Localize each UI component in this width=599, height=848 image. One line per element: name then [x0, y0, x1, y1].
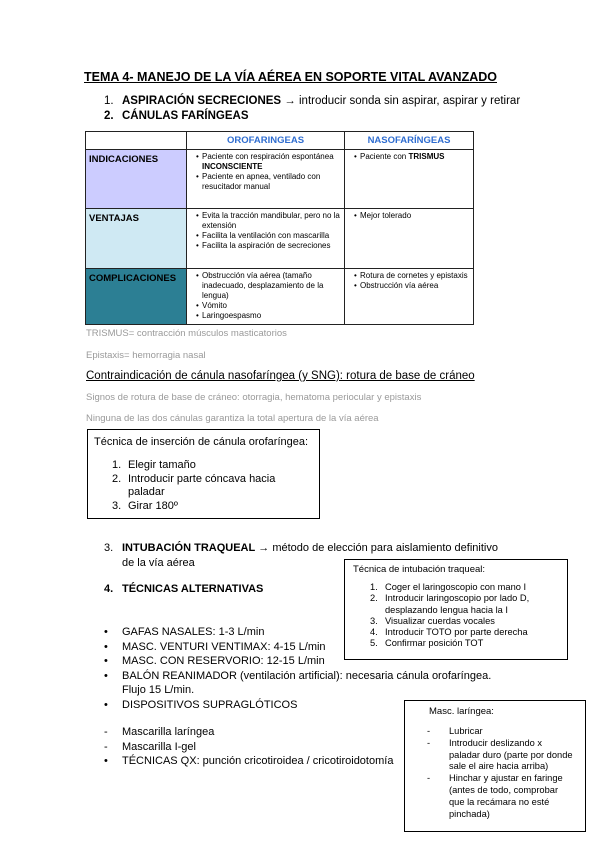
- list-item: • Laringoespasmo: [196, 311, 341, 321]
- alternative-techniques-list: [104, 625, 491, 712]
- section-canulas: [104, 110, 249, 122]
- step-item: [370, 605, 529, 616]
- step-text: Elegir tamaño: [128, 459, 196, 471]
- box-laryngeal-mask: [404, 700, 586, 832]
- list-item-text: (antes de todo, comprobar: [449, 784, 559, 795]
- supraglottic-list: [104, 725, 393, 769]
- cell-naso-ventajas: [345, 209, 474, 269]
- row-label-complicaciones: COMPLICACIONES: [86, 269, 187, 325]
- box-oro-technique: [87, 429, 320, 519]
- list-item: [354, 152, 470, 162]
- list-item: • Vómito: [196, 301, 341, 311]
- list-item: [104, 640, 491, 655]
- list-item-text: que la recámara no esté: [449, 796, 550, 807]
- section-number: 3.: [104, 542, 114, 554]
- list-item: • Rotura de cornetes y epistaxis: [354, 271, 470, 281]
- list-item: • Facilita la aspiración de secreciones: [196, 241, 341, 251]
- section-heading: INTUBACIÓN TRAQUEAL: [122, 542, 256, 554]
- list-item-text: sale el aire hacia arriba): [449, 761, 549, 772]
- list-item: [104, 654, 491, 669]
- box-title: Masc. laríngea:: [429, 706, 494, 717]
- list-item-emphasis: INCONSCIENTE: [202, 162, 263, 171]
- section-number: 4.: [104, 583, 114, 595]
- list-item: [427, 750, 573, 762]
- note-trismus: TRISMUS= contracción músculos masticatorios: [86, 328, 287, 339]
- list-item: [104, 740, 393, 755]
- list-item: • Obstrucción vía aérea (tamaño inadecuado, desplazamiento de la lengua): [196, 271, 341, 301]
- step-item: [112, 459, 275, 473]
- list-item-text: MASC. VENTURI VENTIMAX: 4-15 L/min: [122, 640, 326, 653]
- list-item-text: Hinchar y ajustar en faringe: [449, 773, 563, 784]
- note-none-guarantee: Ninguna de las dos cánulas garantiza la total apertura de la vía aérea: [86, 413, 379, 424]
- section-text: → método de elección para aislamiento definitivo: [255, 542, 498, 554]
- step-text: desplazando lengua hacia la I: [385, 604, 509, 615]
- list-item-text: Mascarilla I-gel: [122, 740, 196, 753]
- section-tecnicas-alternativas: [104, 583, 263, 595]
- list-item-text: paladar duro (parte por donde: [449, 749, 573, 760]
- list-item: [104, 683, 491, 698]
- page-title: TEMA 4- MANEJO DE LA VÍA AÉREA EN SOPORTE VITAL AVANZADO: [84, 70, 497, 84]
- list-item: [427, 809, 573, 821]
- note-signs: Signos de rotura de base de cráneo: otorragia, hematoma periocular y epistaxis: [86, 392, 422, 403]
- list-item-text: Lubricar: [449, 726, 483, 736]
- bullet-glyph: •: [104, 698, 108, 711]
- step-number: 3.: [112, 499, 122, 512]
- list-item: [104, 625, 491, 640]
- note-contraindication: Contraindicación de cánula nasofaríngea (y SNG): rotura de base de cráneo: [86, 370, 475, 382]
- step-text: Introducir parte cóncava hacia: [128, 472, 276, 485]
- list-item-text: MASC. CON RESERVORIO: 12-15 L/min: [122, 655, 325, 667]
- step-number: 1.: [112, 459, 122, 471]
- list-item: [104, 725, 393, 740]
- step-number: 2.: [370, 593, 378, 604]
- table-header-nasofaringeas: NASOFARÍNGEAS: [345, 132, 474, 150]
- dash-glyph: -: [104, 726, 108, 738]
- dash-glyph: -: [427, 726, 431, 736]
- note-epistaxis: Epistaxis= hemorragia nasal: [86, 350, 206, 361]
- step-number: 2.: [112, 472, 122, 485]
- step-item: [370, 593, 529, 604]
- list-item: • Mejor tolerado: [354, 211, 470, 221]
- section-heading: TÉCNICAS ALTERNATIVAS: [122, 583, 264, 595]
- step-number: 3.: [370, 615, 378, 626]
- section-heading: ASPIRACIÓN SECRECIONES: [122, 95, 282, 107]
- list-item: [427, 738, 573, 750]
- box-steps: [112, 459, 275, 513]
- table-row: [86, 269, 474, 325]
- list-item: • Obstrucción vía aérea: [354, 281, 470, 291]
- step-text: Confirmar posición TOT: [385, 638, 484, 649]
- list-item: [104, 754, 393, 769]
- list-item-text: GAFAS NASALES: 1-3 L/min: [122, 626, 265, 638]
- cell-oro-ventajas: [187, 209, 345, 269]
- step-item: [112, 486, 275, 500]
- list-item: [427, 785, 573, 797]
- bullet-glyph: •: [104, 669, 108, 682]
- step-text: Visualizar cuerdas vocales: [385, 615, 495, 626]
- table-header-row: [86, 132, 474, 150]
- section-intubacion-line2: de la vía aérea: [122, 557, 195, 569]
- list-item: • Facilita la ventilación con mascarilla: [196, 231, 341, 241]
- list-item: [104, 669, 491, 684]
- bullet-glyph: •: [104, 640, 108, 653]
- step-text: paladar: [128, 486, 165, 498]
- list-item: • Paciente en apnea, ventilado con resucitador manual: [196, 172, 341, 192]
- row-label-ventajas: VENTAJAS: [86, 209, 187, 269]
- list-item-text: DISPOSITIVOS SUPRAGLÓTICOS: [122, 698, 298, 711]
- list-item: • Evita la tracción mandibular, pero no la extensión: [196, 211, 341, 231]
- canulas-comparison-table: [85, 131, 474, 325]
- section-number: 2.: [104, 110, 114, 122]
- list-item: • Paciente con respiración espontánea: [196, 152, 341, 162]
- cell-naso-indicaciones: [345, 150, 474, 209]
- step-text: Girar 180º: [128, 499, 178, 512]
- table-row: [86, 150, 474, 209]
- step-item: [112, 500, 275, 514]
- step-item: [112, 473, 275, 487]
- table-header-empty: [86, 132, 187, 150]
- list-item-text: Paciente con: [360, 152, 409, 161]
- step-text: Introducir TOTO por parte derecha: [385, 627, 528, 638]
- section-heading: CÁNULAS FARÍNGEAS: [122, 110, 249, 122]
- list-item-text: TÉCNICAS QX: punción cricotiroidea / cricotiroidotomía: [122, 755, 394, 767]
- box-title: Técnica de inserción de cánula orofaríngea:: [94, 436, 309, 448]
- list-item-emphasis: TRISMUS: [408, 152, 445, 161]
- list-item-text: pinchada): [449, 808, 490, 819]
- dash-glyph: -: [427, 773, 431, 784]
- box-lines: [427, 726, 573, 820]
- step-text: Introducir laringoscopio por lado D,: [385, 593, 530, 604]
- bullet-glyph: •: [104, 626, 108, 638]
- list-item-text: Introducir deslizando x: [449, 737, 543, 748]
- dash-glyph: -: [427, 737, 431, 748]
- list-item: [427, 726, 573, 738]
- step-item: [370, 582, 529, 593]
- step-number: 5.: [370, 638, 378, 649]
- table-header-orofaringeas: OROFARINGEAS: [187, 132, 345, 150]
- list-item: [427, 761, 573, 773]
- cell-naso-complicaciones: [345, 269, 474, 325]
- section-text: → introducir sonda sin aspirar, aspirar y retirar: [281, 95, 521, 107]
- cell-oro-complicaciones: [187, 269, 345, 325]
- list-item-text: BALÓN REANIMADOR (ventilación artificial): necesaria cánula orofaríngea.: [122, 669, 492, 682]
- section-number: 1.: [104, 95, 114, 107]
- table-row: [86, 209, 474, 269]
- list-item-text: Flujo 15 L/min.: [122, 684, 195, 696]
- list-item: [427, 797, 573, 809]
- list-item-text: Mascarilla laríngea: [122, 726, 215, 738]
- step-text: Coger el laringoscopio con mano I: [385, 582, 527, 592]
- step-number: 4.: [370, 627, 378, 638]
- cell-oro-indicaciones: [187, 150, 345, 209]
- section-intubacion: [104, 542, 498, 554]
- dash-glyph: -: [104, 740, 108, 753]
- step-number: 1.: [370, 582, 378, 592]
- bullet-glyph: •: [104, 655, 108, 667]
- bullet-glyph: •: [104, 755, 108, 767]
- section-aspiracion: [104, 95, 520, 107]
- box-title: Técnica de intubación traqueal:: [353, 564, 486, 575]
- row-label-indicaciones: INDICACIONES: [86, 150, 187, 209]
- list-item: [427, 773, 573, 785]
